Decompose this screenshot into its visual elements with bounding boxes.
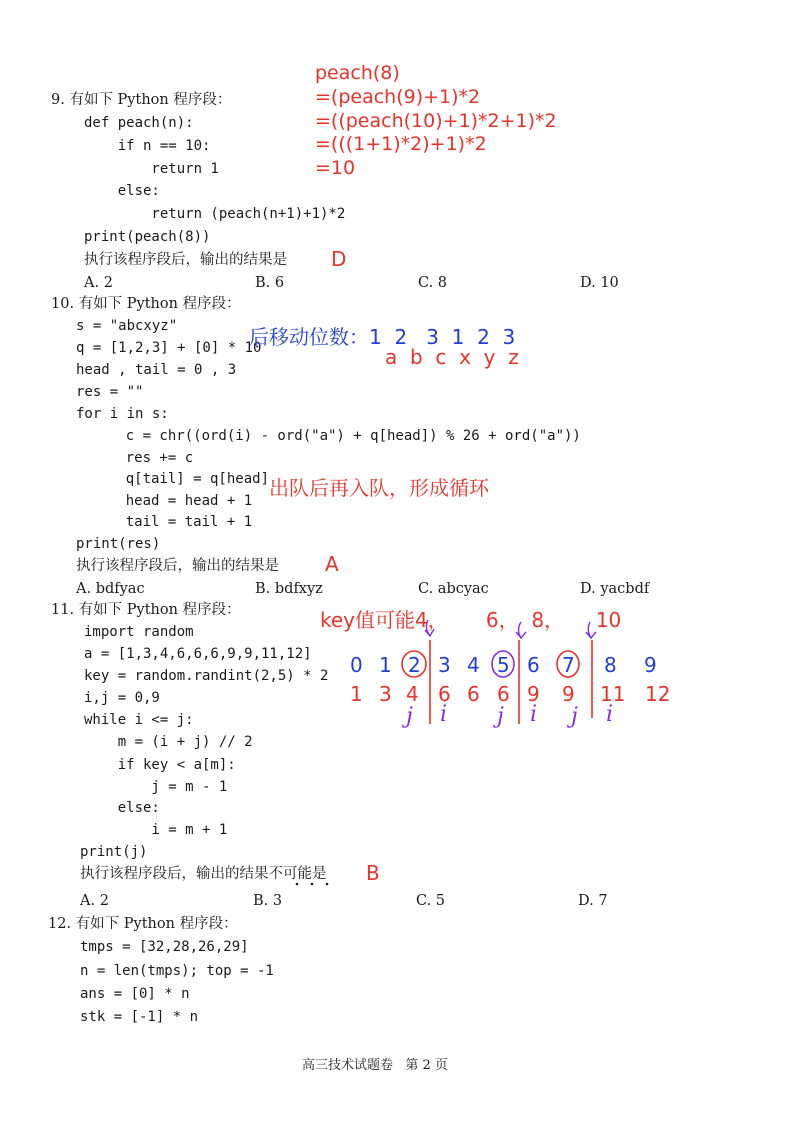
q11-emphasis-dot-2	[311, 883, 314, 886]
q11-index-5: 5	[497, 653, 510, 677]
q11-index-2: 2	[408, 653, 421, 677]
q11-code-line-10: i = m + 1	[84, 822, 228, 838]
q11-value-6: 9	[527, 682, 540, 706]
q11-circle-index-5	[492, 651, 514, 677]
q10-option-d: D. yacbdf	[580, 581, 650, 597]
q11-arrow-3	[586, 622, 596, 638]
q11-index-0: 0	[350, 653, 363, 677]
q11-circle-index-7	[557, 651, 579, 677]
q12-code-line-2: n = len(tmps); top = -1	[80, 963, 274, 979]
q12-code-line-3: ans = [0] * n	[80, 986, 190, 1002]
q10-letters-note: a b c x y z	[385, 345, 519, 369]
q10-code-line-6: c = chr((ord(i) - ord("a") + q[head]) % 26 + ord("a"))	[92, 428, 581, 444]
q11-value-1: 3	[379, 682, 392, 706]
q11-title: 11. 有如下 Python 程序段：	[51, 602, 241, 618]
q10-code-line-7: res += c	[92, 450, 194, 466]
page-footer: 高三技术试题卷 第 2 页	[302, 1058, 448, 1073]
q9-code-line-1: def peach(n):	[84, 115, 194, 131]
q11-value-7: 9	[562, 682, 575, 706]
q9-option-a: A. 2	[84, 275, 113, 291]
q11-emphasis-dot-3	[326, 883, 329, 886]
q11-option-c: C. 5	[416, 893, 446, 909]
q9-code-line-4: else:	[84, 183, 160, 199]
q9-note-line-2: =(peach(9)+1)*2	[315, 86, 481, 108]
q9-code-line-5: return (peach(n+1)+1)*2	[84, 206, 346, 222]
q9-code-line-3: return 1	[84, 161, 219, 177]
q12-code-line-4: stk = [-1] * n	[80, 1009, 199, 1025]
q11-emphasis-dot-1	[296, 883, 299, 886]
q11-code-line-3: key = random.randint(2,5) * 2	[84, 668, 329, 684]
q10-code-line-9: head = head + 1	[92, 493, 253, 509]
q11-code-line-6: m = (i + j) // 2	[84, 734, 253, 750]
q11-pointer-j-2: j	[497, 704, 504, 729]
q10-code-line-3: head , tail = 0 , 3	[76, 362, 237, 378]
q11-pointer-i-1: i	[440, 702, 448, 727]
q11-key-note: key值可能4， 6， 8， 10	[320, 608, 622, 632]
q10-code-line-10: tail = tail + 1	[92, 514, 253, 530]
q10-shift-note: 后移动位数：1 2 3 1 2 3	[249, 325, 516, 349]
q11-code-line-5: while i <= j:	[84, 712, 194, 728]
q11-pointer-i-3: i	[606, 702, 614, 727]
q10-title: 10. 有如下 Python 程序段：	[51, 296, 241, 312]
q12-title: 12. 有如下 Python 程序段：	[48, 916, 238, 932]
q10-handwritten-answer: A	[325, 552, 339, 576]
q11-index-7: 7	[562, 653, 575, 677]
q11-code-line-2: a = [1,3,4,6,6,6,9,9,11,12]	[84, 646, 312, 662]
q10-code-line-11: print(res)	[76, 536, 161, 552]
q11-index-4: 4	[467, 653, 480, 677]
q11-code-line-11: print(j)	[80, 844, 148, 860]
q10-code-line-1: s = "abcxyz"	[76, 318, 178, 334]
q11-code-line-4: i,j = 0,9	[84, 690, 160, 706]
q11-value-0: 1	[350, 682, 363, 706]
q9-note-line-1: peach(8)	[315, 62, 400, 84]
q11-circle-index-2	[402, 651, 426, 677]
q11-arrow-2	[516, 622, 526, 638]
q11-value-3: 6	[438, 682, 451, 706]
q10-option-b: B. bdfxyz	[255, 581, 323, 597]
q11-value-4: 6	[467, 682, 480, 706]
q10-option-c: C. abcyac	[418, 581, 489, 597]
q11-code-line-8: j = m - 1	[84, 779, 228, 795]
q11-value-2: 4	[406, 682, 419, 706]
q11-option-a: A. 2	[80, 893, 109, 909]
q11-value-8: 11	[600, 682, 626, 706]
q12-code-line-1: tmps = [32,28,26,29]	[80, 939, 249, 955]
q10-code-line-8: q[tail] = q[head]	[92, 471, 270, 487]
q9-option-d: D. 10	[580, 275, 619, 291]
q11-option-d: D. 7	[578, 893, 608, 909]
q11-index-8: 8	[604, 653, 617, 677]
q10-option-a: A. bdfyac	[76, 581, 145, 597]
q11-pointer-j-3: j	[571, 704, 578, 729]
q9-handwritten-answer: D	[331, 247, 347, 271]
q9-note-line-4: =(((1+1)*2)+1)*2	[315, 133, 487, 155]
q11-code-line-1: import random	[84, 624, 194, 640]
q10-prompt: 执行该程序段后，输出的结果是	[76, 558, 279, 574]
q11-index-1: 1	[379, 653, 392, 677]
q11-index-6: 6	[527, 653, 540, 677]
q9-note-line-3: =((peach(10)+1)*2+1)*2	[315, 110, 557, 132]
q9-code-line-2: if n == 10:	[84, 138, 211, 154]
q10-code-line-5: for i in s:	[76, 406, 169, 422]
q11-code-line-7: if key < a[m]:	[84, 757, 236, 773]
q9-code-line-6: print(peach(8))	[84, 229, 211, 245]
q9-note-line-5: =10	[315, 157, 356, 179]
q11-value-9: 12	[645, 682, 671, 706]
q11-pointer-i-2: i	[530, 702, 538, 727]
q10-code-line-4: res = ""	[76, 384, 144, 400]
q11-pointer-j-1: j	[406, 704, 413, 729]
q10-queue-note: 出队后再入队，形成循环	[269, 476, 489, 500]
q11-index-9: 9	[644, 653, 657, 677]
q11-handwritten-answer: B	[366, 861, 380, 885]
q9-title: 9. 有如下 Python 程序段：	[51, 92, 232, 108]
q11-index-3: 3	[438, 653, 451, 677]
q9-option-c: C. 8	[418, 275, 448, 291]
q11-prompt: 执行该程序段后，输出的结果不可能是	[80, 866, 327, 882]
q11-value-5: 6	[497, 682, 510, 706]
q9-prompt: 执行该程序段后，输出的结果是	[84, 252, 287, 268]
q11-code-line-9: else:	[84, 800, 160, 816]
q9-option-b: B. 6	[255, 275, 285, 291]
q10-code-line-2: q = [1,2,3] + [0] * 10	[76, 340, 262, 356]
q11-arrow-1	[425, 620, 434, 636]
q11-option-b: B. 3	[253, 893, 283, 909]
